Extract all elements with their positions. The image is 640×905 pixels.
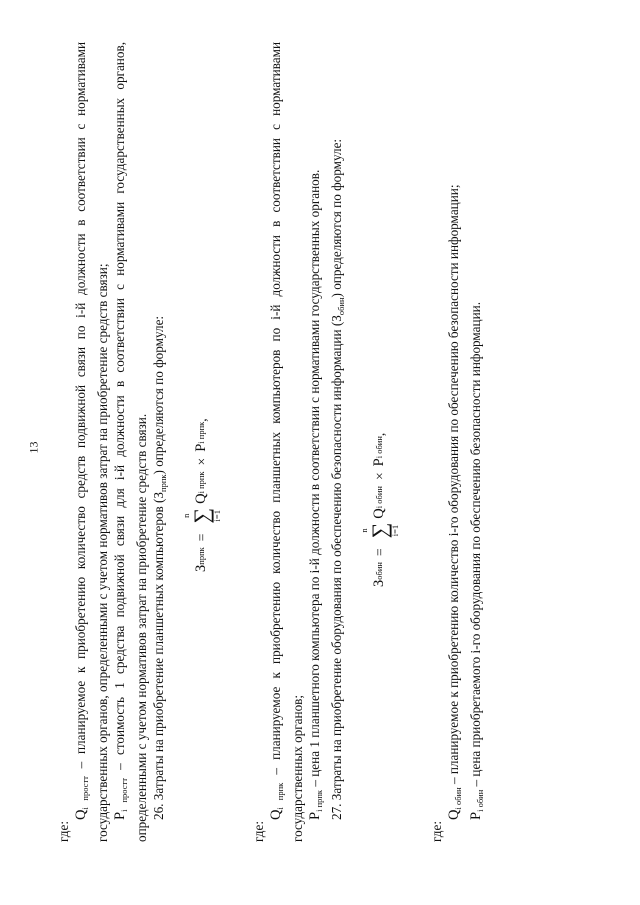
formula-q: Q [371, 508, 387, 519]
intro-text: 26. Затраты на приобретение планшетных компьютеров (З [151, 491, 166, 820]
where-label-3: где: [429, 821, 444, 842]
formula-26-block [172, 42, 250, 842]
sum-operator [182, 508, 221, 524]
definition-text: – планируемое к приобретению количество i-го оборудования по обеспечению безопасности информации; [446, 184, 461, 788]
symbol-q: Q [268, 809, 284, 820]
symbol-sub: i обин [475, 789, 485, 812]
formula-q-sub: i обин [374, 486, 384, 509]
formula-27 [360, 433, 399, 587]
definition-p-prost [111, 42, 150, 842]
item-27-intro [328, 42, 350, 842]
item-26-intro [150, 42, 172, 842]
formula-p: P [193, 443, 209, 452]
formula-lhs: З [371, 579, 387, 587]
definition-text: – цена приобретаемого i-го оборудования по обеспечению безопасности информации. [468, 301, 483, 790]
symbol-q: Q [73, 809, 89, 820]
formula-lhs-sub: обин [374, 562, 384, 580]
sigma-icon: ∑ [188, 507, 214, 524]
symbol-sub: i прпк [275, 782, 285, 810]
symbol-sub: i простт [119, 778, 129, 812]
formula-equals: = [372, 548, 387, 557]
symbol-sub: i прпк [314, 789, 324, 812]
definition-q-prost [72, 42, 111, 842]
intro-text: ) определяются по формуле: [329, 138, 344, 298]
document-body [55, 42, 575, 842]
symbol-q: Q [446, 809, 462, 820]
formula-times: × [194, 457, 209, 466]
intro-text: 27. Затраты на приобретение оборудования по обеспечению безопасности информации (З [329, 315, 344, 820]
formula-lhs-sub: прпк [196, 547, 206, 565]
sum-upper: n [359, 528, 369, 533]
symbol-sub: обин [336, 297, 346, 316]
sum-operator [360, 523, 399, 539]
formula-q-sub: i прпк [196, 471, 206, 494]
formula-equals: = [194, 533, 209, 542]
symbol-sub: i обин [453, 787, 463, 810]
formula-p: P [371, 458, 387, 467]
definition-q-obin [445, 42, 467, 842]
definition-p-prpk [306, 42, 328, 842]
sum-lower: i=1 [389, 524, 400, 537]
symbol-sub: i простт [80, 776, 90, 810]
intro-text: ) определяются по формуле: [151, 315, 166, 475]
definition-p-obin [467, 42, 489, 842]
symbol-p: P [112, 811, 128, 820]
symbol-sub: прпк [158, 474, 168, 492]
definition-text: – стоимость 1 средства подвижной связи для i-й должности в соответствии с нормативами государственных органов, определенными с учетом нормативов затрат на приобретение средств связи. [112, 42, 149, 842]
page-number: 13 [26, 441, 41, 454]
symbol-p: P [468, 811, 484, 820]
definition-text: – планируемое к приобретению количество средств подвижной связи по i-й должности в соответствии с нормативами государственных органов, определенными с учетом нормативов затрат на приобретение средств связи; [73, 41, 110, 842]
formula-end: , [194, 418, 209, 422]
sum-upper: n [181, 513, 191, 518]
formula-p-sub: i обин [374, 436, 384, 459]
formula-p-sub: i прпк [196, 421, 206, 444]
formula-27-block [350, 42, 428, 842]
symbol-p: P [307, 811, 323, 820]
definition-text: – планируемое к приобретению количество планшетных компьютеров по i-й должности в соответствии с нормативами государственных органов; [268, 41, 305, 842]
sigma-icon: ∑ [366, 522, 392, 539]
where-label-2: где: [251, 821, 266, 842]
formula-lhs: З [193, 564, 209, 572]
formula-end: , [372, 432, 387, 437]
definition-q-prpk [267, 42, 306, 842]
sum-lower: i=1 [211, 510, 222, 522]
definition-text: – цена 1 планшетного компьютера по i-й должности в соответствии с нормативами государственных органов. [307, 169, 322, 790]
formula-26 [182, 418, 221, 572]
where-label-1: где: [56, 821, 71, 842]
formula-q: Q [193, 493, 209, 504]
formula-times: × [372, 472, 387, 481]
